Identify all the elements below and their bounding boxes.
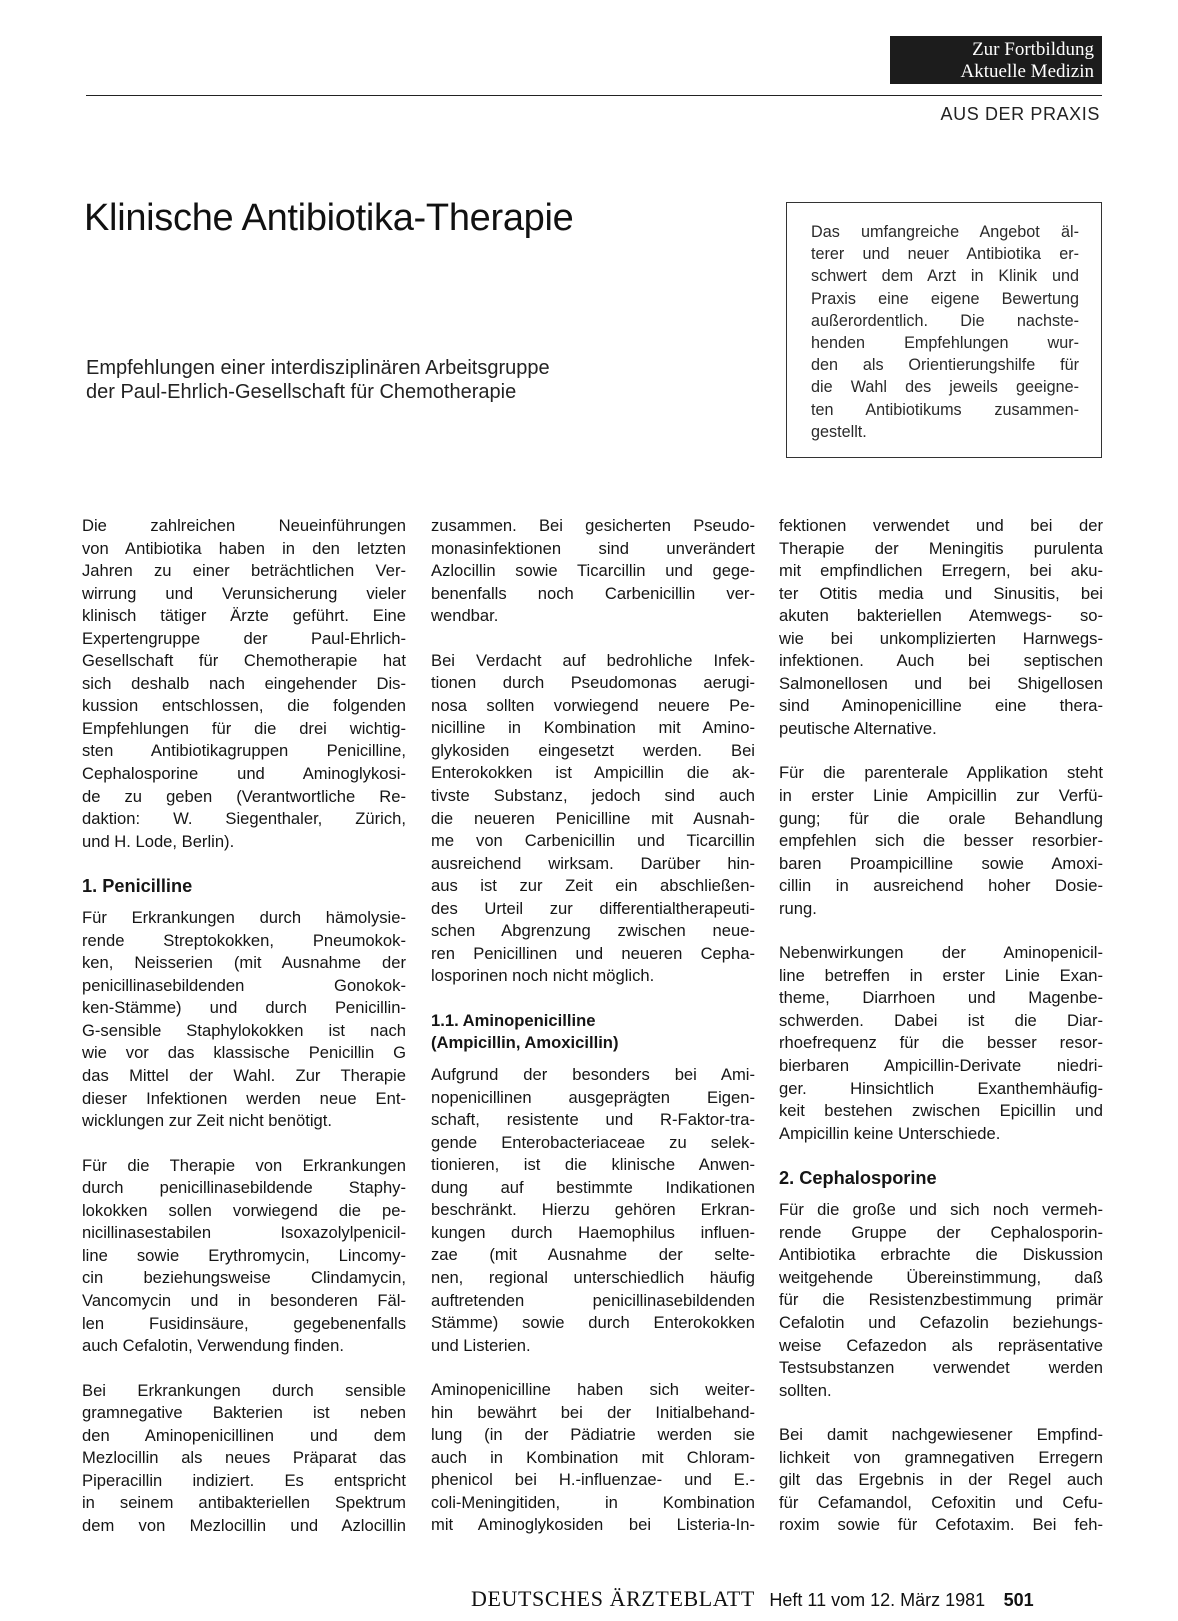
paragraph	[431, 1064, 755, 1357]
text-line: zusammen. Bei gesicherten Pseudo-	[431, 516, 755, 535]
text-line: tivste Substanz, jedoch sind auch	[431, 786, 755, 806]
abstract-line: den als Orientierungshilfe für	[811, 356, 1079, 375]
text-line: Expertengruppe der Paul-Ehrlich-	[82, 628, 406, 648]
text-line: Bei Erkrankungen durch sensible	[82, 1380, 406, 1400]
abstract-line: die Wahl des jeweils geeigne-	[811, 378, 1079, 397]
text-line: lokokken sollen vorwiegend die pe-	[82, 1200, 406, 1220]
text-line: akuten bakteriellen Atemwegs- so-	[779, 606, 1103, 626]
text-line: dieser Infektionen werden neue Ent-	[82, 1088, 406, 1108]
text-line: nosa sollten vorwiegend neuere Pe-	[431, 695, 755, 715]
text-line: nopenicillinen ausgeprägten Eigen-	[431, 1087, 755, 1107]
section-tag-line: Aktuelle Medizin	[960, 61, 1094, 82]
text-line: hin bewährt bei der Initialbehand-	[431, 1402, 755, 1422]
text-line: sollten.	[779, 1380, 832, 1400]
text-line: des Urteil zur differentialtherapeuti-	[431, 898, 755, 918]
text-line: rende Streptokokken, Pneumokok-	[82, 930, 406, 950]
text-line: schaft, resistente und R-Faktor-tra-	[431, 1110, 755, 1130]
text-line: line betreffen in erster Linie Exan-	[779, 965, 1103, 985]
text-line: lichkeit von gramnegativen Erregern	[779, 1447, 1103, 1467]
text-line: lung (in der Pädiatrie werden sie	[431, 1425, 755, 1445]
text-line: für die Resistenzbestimmung primär	[779, 1290, 1103, 1310]
text-line: G-sensible Staphylokokken ist nach	[82, 1020, 406, 1040]
text-line: peutische Alternative.	[779, 718, 937, 738]
text-line: ter Otitis media und Sinusitis, bei	[779, 583, 1103, 603]
text-line: nen, regional unterschiedlich häufig	[431, 1267, 755, 1287]
text-line: monasinfektionen sind unverändert	[431, 538, 755, 558]
text-line: Mezlocillin als neues Präparat das	[82, 1448, 406, 1468]
text-line: wicklungen zur Zeit nicht benötigt.	[82, 1111, 332, 1131]
text-line: sten Antibiotikagruppen Penicilline,	[82, 741, 406, 761]
page-footer	[471, 1586, 1034, 1612]
text-line: schwerden. Dabei ist die Diar-	[779, 1010, 1103, 1030]
header-rule	[86, 95, 1102, 96]
text-line: kungen durch Haemophilus influen-	[431, 1222, 755, 1242]
paragraph	[779, 1424, 1103, 1537]
text-line: in seinem antibakteriellen Spektrum	[82, 1493, 406, 1513]
text-line: tionieren, ist die klinische Anwen-	[431, 1155, 755, 1175]
text-line: Für Erkrankungen durch hämolysie-	[82, 908, 406, 928]
text-line: rende Gruppe der Cephalosporin-	[779, 1222, 1103, 1242]
text-line: und H. Lode, Berlin).	[82, 831, 235, 851]
section-heading-penicilline: 1. Penicilline	[82, 876, 193, 897]
text-line: roxim sowie für Cefotaxim. Bei feh-	[779, 1515, 1103, 1535]
text-line: nicilline in Kombination mit Amino-	[431, 718, 755, 738]
section-tag-line: Zur Fortbildung	[972, 39, 1094, 60]
text-line: line sowie Erythromycin, Lincomy-	[82, 1245, 406, 1265]
text-line: auch in Kombination mit Chloram-	[431, 1447, 755, 1467]
text-line: Ampicillin keine Unterschiede.	[779, 1123, 1001, 1143]
abstract-box	[786, 202, 1102, 458]
text-line: ken-Stämme) und durch Penicillin-	[82, 998, 406, 1018]
paragraph	[82, 907, 406, 1132]
text-line: sind Aminopenicilline eine thera-	[779, 696, 1103, 716]
text-line: Azlocillin sowie Ticarcillin und gege-	[431, 561, 755, 581]
abstract-line: außerordentlich. Die nachste-	[811, 311, 1079, 330]
abstract-line: Praxis eine eigene Bewertung	[811, 289, 1079, 308]
text-line: klinisch tätiger Ärzte geführt. Eine	[82, 606, 406, 626]
subsection-heading-line: (Ampicillin, Amoxicillin)	[431, 1033, 619, 1053]
text-line: Die zahlreichen Neueinführungen	[82, 516, 406, 535]
text-line: sich deshalb nach eingehender Dis-	[82, 673, 406, 693]
text-line: Für die parenterale Applikation steht	[779, 763, 1103, 783]
journal-name: DEUTSCHES ÄRZTEBLATT	[471, 1586, 755, 1611]
abstract-line: schwert dem Arzt in Klinik und	[811, 267, 1079, 286]
text-column-2	[431, 515, 755, 1559]
text-line: wendbar.	[431, 606, 499, 626]
text-line: Empfehlungen für die drei wichtig-	[82, 718, 406, 738]
text-line: Cephalosporine und Aminoglykosi-	[82, 764, 406, 784]
text-line: de zu geben (Verantwortliche Re-	[82, 786, 406, 806]
text-line: rung.	[779, 898, 817, 918]
text-line: in erster Linie Ampicillin zur Verfü-	[779, 786, 1103, 806]
text-line: ger. Hinsichtlich Exanthemhäufig-	[779, 1078, 1103, 1098]
text-line: Vancomycin und in besonderen Fäl-	[82, 1290, 406, 1310]
text-line: Therapie der Meningitis purulenta	[779, 538, 1103, 558]
subsection-heading-aminopenicilline	[431, 1010, 755, 1055]
text-line: wie vor das klassische Penicillin G	[82, 1043, 406, 1063]
abstract-line: henden Empfehlungen wur-	[811, 334, 1079, 353]
text-line: fektionen verwendet und bei der	[779, 516, 1103, 535]
abstract-line: gestellt.	[811, 422, 867, 441]
text-line: aus ist zur Zeit ein abschließen-	[431, 876, 755, 896]
text-line: mit Aminoglykosiden bei Listeria-In-	[431, 1515, 755, 1535]
text-line: Testsubstanzen verwendet werden	[779, 1358, 1103, 1378]
text-line: Bei Verdacht auf bedrohliche Infek-	[431, 650, 755, 670]
text-line: infektionen. Auch bei septischen	[779, 651, 1103, 671]
text-line: den Aminopenicillinen und dem	[82, 1425, 406, 1445]
subsection-heading-line: 1.1. Aminopenicilline	[431, 1010, 596, 1030]
text-line: und Listerien.	[431, 1335, 531, 1355]
text-line: Stämme) sowie durch Enterokokken	[431, 1313, 755, 1333]
text-line: Bei damit nachgewiesener Empfind-	[779, 1425, 1103, 1445]
paragraph	[779, 1199, 1103, 1402]
text-line: schen Abgrenzung zwischen neue-	[431, 921, 755, 941]
text-line: rhoefrequenz für die besser resor-	[779, 1033, 1103, 1053]
text-line: Aufgrund der besonders bei Ami-	[431, 1065, 755, 1085]
text-line: Jahren zu einer beträchtlichen Ver-	[82, 561, 406, 581]
text-line: dem von Mezlocillin und Azlocillin	[82, 1515, 406, 1535]
text-line: beschränkt. Hierzu gehören Erkran-	[431, 1200, 755, 1220]
paragraph	[82, 515, 406, 853]
text-line: benenfalls noch Carbenicillin ver-	[431, 583, 755, 603]
paragraph	[779, 762, 1103, 920]
abstract-line: ten Antibiotikums zusammen-	[811, 400, 1079, 419]
text-line: Salmonellosen und bei Shigellosen	[779, 673, 1103, 693]
text-line: von Antibiotika haben in den letzten	[82, 538, 406, 558]
text-line: das Mittel der Wahl. Zur Therapie	[82, 1066, 406, 1086]
text-line: baren Proampicilline sowie Amoxi-	[779, 853, 1103, 873]
text-line: theme, Diarrhoen und Magenbe-	[779, 988, 1103, 1008]
subtitle-line: der Paul-Ehrlich-Gesellschaft für Chemotherapie	[86, 381, 517, 403]
subtitle-line: Empfehlungen einer interdisziplinären Arbeitsgruppe	[86, 357, 550, 379]
paragraph	[82, 1155, 406, 1358]
text-column-1	[82, 515, 406, 1559]
text-line: keit bestehen zwischen Epicillin und	[779, 1101, 1103, 1121]
article-title: Klinische Antibiotika-Therapie	[84, 197, 574, 239]
text-line: gende Enterobacteriaceae zu selek-	[431, 1132, 755, 1152]
text-line: daktion: W. Siegenthaler, Zürich,	[82, 809, 406, 829]
abstract-line: Das umfangreiche Angebot äl-	[811, 223, 1079, 241]
section-label: AUS DER PRAXIS	[940, 104, 1100, 124]
text-line: ren Penicillinen und neueren Cepha-	[431, 943, 755, 963]
text-line: mit empfindlichen Erregern, bei aku-	[779, 561, 1103, 581]
text-line: auch Cefalotin, Verwendung finden.	[82, 1336, 344, 1356]
paragraph	[82, 1380, 406, 1538]
text-line: empfehlen sich die besser resorbier-	[779, 831, 1103, 851]
paragraph	[779, 515, 1103, 740]
text-line: Für die Therapie von Erkrankungen	[82, 1155, 406, 1175]
page-number: 501	[1003, 1590, 1034, 1610]
text-line: Enterokokken ist Ampicillin die ak-	[431, 763, 755, 783]
text-line: ausreichend wirksam. Darüber hin-	[431, 853, 755, 873]
text-line: cillin in ausreichend hoher Dosie-	[779, 876, 1103, 896]
text-line: Piperacillin indiziert. Es entspricht	[82, 1470, 406, 1490]
text-line: Cefalotin und Cefazolin beziehungs-	[779, 1312, 1103, 1332]
text-line: cin beziehungsweise Clindamycin,	[82, 1268, 406, 1288]
text-line: coli-Meningitiden, in Kombination	[431, 1492, 755, 1512]
text-line: die neueren Penicilline mit Ausnah-	[431, 808, 755, 828]
text-line: gilt das Ergebnis in der Regel auch	[779, 1470, 1103, 1490]
text-line: bierbaren Ampicillin-Derivate niedri-	[779, 1056, 1103, 1076]
text-line: Antibiotika erbrachte die Diskussion	[779, 1245, 1103, 1265]
text-line: durch penicillinasebildende Staphy-	[82, 1178, 406, 1198]
text-line: auftretenden penicillinasebildenden	[431, 1290, 755, 1310]
article-subtitle	[86, 356, 550, 404]
text-line: Nebenwirkungen der Aminopenicil-	[779, 943, 1103, 963]
text-line: weise Cefazedon als repräsentative	[779, 1335, 1103, 1355]
text-line: Für die große und sich noch vermeh-	[779, 1200, 1103, 1220]
text-line: weitgehende Übereinstimmung, daß	[779, 1267, 1103, 1287]
text-line: glykosiden eingesetzt werden. Bei	[431, 740, 755, 760]
text-line: Aminopenicilline haben sich weiter-	[431, 1380, 755, 1400]
text-line: zae (mit Ausnahme der selte-	[431, 1245, 755, 1265]
text-line: gung; für die orale Behandlung	[779, 808, 1103, 828]
text-line: phenicol bei H.-influenzae- und E.-	[431, 1470, 755, 1490]
text-line: ken, Neisserien (mit Ausnahme der	[82, 953, 406, 973]
text-line: losporinen noch nicht möglich.	[431, 966, 655, 986]
text-line: penicillinasebildenden Gonokok-	[82, 975, 406, 995]
text-line: für Cefamandol, Cefoxitin und Cefu-	[779, 1492, 1103, 1512]
abstract-line: terer und neuer Antibiotika er-	[811, 245, 1079, 264]
issue-info: Heft 11 vom 12. März 1981	[769, 1590, 986, 1610]
text-line: kussion entschlossen, die folgenden	[82, 696, 406, 716]
text-line: Gesellschaft für Chemotherapie hat	[82, 651, 406, 671]
text-line: len Fusidinsäure, gegebenenfalls	[82, 1313, 406, 1333]
paragraph	[431, 650, 755, 988]
text-line: nicillinasestabilen Isoxazolylpenicil-	[82, 1223, 406, 1243]
text-line: gramnegative Bakterien ist neben	[82, 1403, 406, 1423]
paragraph	[431, 515, 755, 628]
section-heading-cephalosporine: 2. Cephalosporine	[779, 1168, 937, 1189]
text-line: me von Carbenicillin und Ticarcillin	[431, 831, 755, 851]
section-tag	[890, 36, 1102, 84]
text-line: tionen durch Pseudomonas aerugi-	[431, 673, 755, 693]
paragraph	[431, 1379, 755, 1537]
text-line: wie bei unkomplizierten Harnwegs-	[779, 628, 1103, 648]
text-column-3	[779, 515, 1103, 1559]
paragraph	[779, 942, 1103, 1145]
text-line: wirrung und Verunsicherung vieler	[82, 583, 406, 603]
text-line: dung auf bestimmte Indikationen	[431, 1177, 755, 1197]
